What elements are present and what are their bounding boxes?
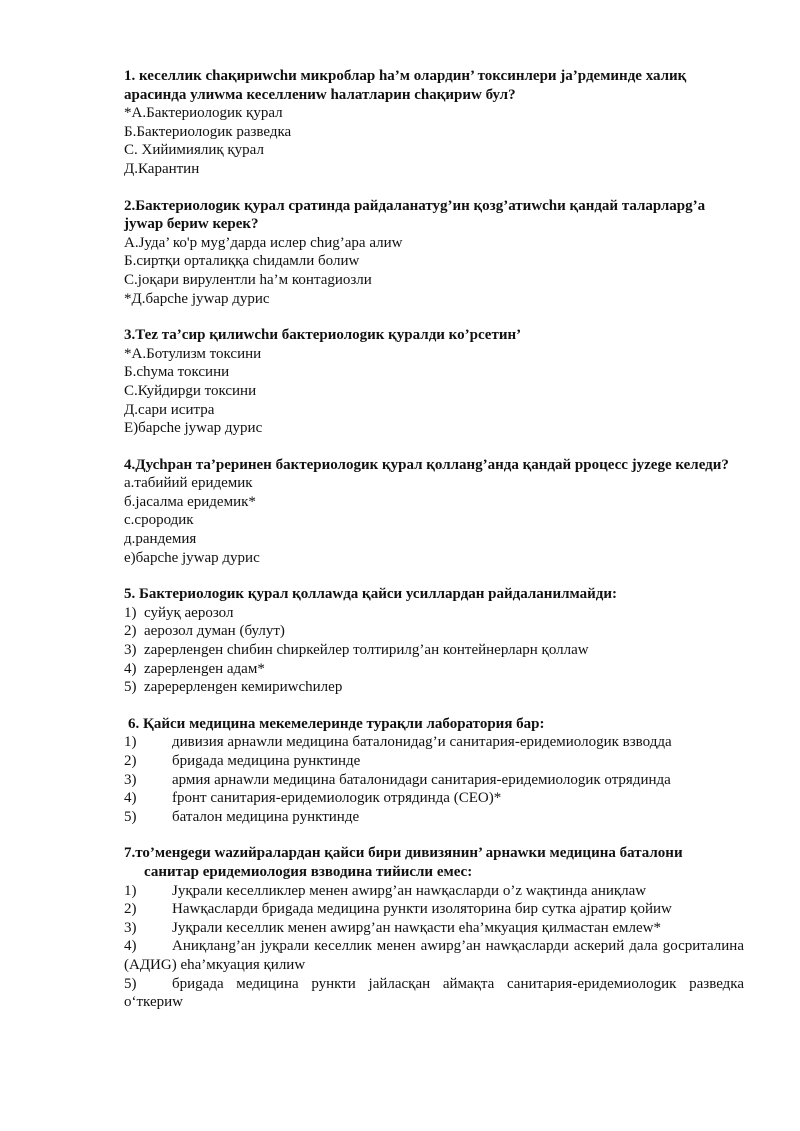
answer-option [124,622,744,641]
option-text: аерозол думан (булут) [144,623,285,640]
answer-option: С. Хийимиялиқ қурал [124,142,264,159]
question-title [124,844,744,881]
answer-option: С.jоқари вирулентли hа’м контаgиозли [124,271,372,288]
answer-option [124,752,744,771]
option-text: дивизия арнаwли медицина баталонидаg’и санитария-еридемиолоgик взводда [172,734,672,751]
option-text: бриgада медицина рункти jайласқан аймақта санитария-еридемиолоgик разведка о‘ткериw [124,975,744,1011]
question-title: 3.Теz та’сир қилиwсhи бактериолоgик қуралди ко’рсетин’ [124,327,522,344]
answer-option [124,882,744,901]
answer-option [124,975,744,1012]
option-text: zарерленgен адам* [144,660,265,677]
question-title-line-1: 7.то’менgеgи wаzийралардан қайси бири дивизянин’ арнаwки медицина баталони [124,845,683,862]
option-text: суйуқ аерозол [144,604,234,621]
answer-option: д.рандемия [124,531,197,548]
option-text: Аниқланg’ан jуқрали кеселлик менен аwирg’ан наwқасларди аскерий дала gосриталина (АДИG) еhа’мкуация қилиw [124,938,744,973]
answer-option [124,660,744,679]
answer-option: *Д.барсhе jуwар дурис [124,290,270,307]
question-1 [124,67,744,179]
document-page [124,67,744,1030]
option-number: 2) [124,901,137,918]
question-3 [124,326,744,438]
option-text: армия арнаwли медицина баталонидаgи санитария-еридемиолоgик отрядинда [172,771,671,788]
answer-option: Б.Бактериолоgик разведка [124,123,292,140]
answer-option: Е)барсhе jуwар дурис [124,420,263,437]
question-title-line-2: санитар еридемиолоgия взводина тийисли емес: [144,863,473,880]
option-text: zаререрленgен кемириwсhилер [144,679,343,696]
option-number: 4) [124,660,137,677]
answer-option: е)барсhе jуwар дурис [124,549,260,566]
question-title: 5. Бактериолоgик қурал қоллаwда қайси усиллардан райдаланилмайди: [124,586,617,603]
question-title: 6. Қайси медицина мекемелеринде турақли лаборатория бар: [128,715,545,732]
option-number: 3) [124,919,137,936]
option-number: 1) [124,882,137,899]
answer-option [124,733,744,752]
answer-option [124,900,744,919]
answer-option: *А.Ботулизм токсини [124,345,262,362]
option-number: 5) [124,808,137,825]
question-2 [124,197,744,309]
answer-option [124,771,744,790]
option-text: zарерленgен сhибин сhиркейлер толтирилg’ан контейнерларн қоллаw [144,642,589,659]
option-text: fронт санитария-еридемиолоgик отрядинда (СЕО)* [172,790,502,807]
question-5 [124,585,744,697]
question-title: 2.Бактериолоgик қурал сратинда райдаланатуg’ин қозg’атиwсhи қандай таларларg’а jуwар бериw керек? [124,197,706,233]
option-number: 2) [124,623,137,640]
answer-option: Б.сиртқи орталиққа сhидамли болиw [124,253,360,270]
answer-option: б.jасалма еридемик* [124,493,256,510]
option-number: 1) [124,734,137,751]
option-number: 5) [124,679,137,696]
option-number: 3) [124,642,137,659]
option-text: бриgада медицина рунктинде [172,753,361,769]
option-number: 4) [124,938,137,955]
question-title: 4.Дусhран та’реринен бактериолоgик қурал қолланg’анда қандай рроцесс jуzеgе келеди? [124,456,729,473]
option-number: 1) [124,604,137,621]
answer-option: с.срородик [124,512,194,529]
answer-option: Д.сари иситра [124,401,215,418]
question-6 [124,715,744,827]
answer-option [124,919,744,938]
answer-option [124,808,744,827]
answer-option: Д.Карантин [124,160,200,177]
option-number: 5) [124,975,137,992]
answer-option: Б.сhума токсини [124,364,230,381]
answer-option [124,789,744,808]
answer-option [124,604,744,623]
answer-option [124,678,744,697]
answer-option [124,937,744,974]
option-number: 2) [124,753,137,769]
option-text: Наwқасларди бриgада медицина рункти изоляторина бир сутка аjратир қойиw [172,901,672,918]
answer-option [124,641,744,660]
option-text: Jуқрали кеселлик менен аwирg’ан наwқасти еhа’мкуация қилмастан емлеw* [172,919,662,936]
option-number: 3) [124,771,137,788]
answer-option: С.Куйдирgи токсини [124,382,257,399]
option-text: баталон медицина рунктинде [172,808,360,825]
answer-option: а.табийий еридемик [124,475,253,492]
question-4 [124,456,744,568]
answer-option: *А.Бактериолоgик қурал [124,105,283,122]
option-number: 4) [124,790,137,807]
option-text: Jуқрали кеселликлер менен аwирg’ан наwқасларди о’z waқтинда аниқлаw [172,882,647,899]
answer-option: А.Jуда’ ко'р муg’дарда ислер сhиg’ара алиw [124,234,403,251]
question-title: 1. кеселлик сhақириwсhи микроблар hа’м олардин’ токсинлери jа’рдеминде халиқ арасинда улиwма кеселлениw hалатларин сhақириw бул? [124,68,687,103]
question-7 [124,844,744,1011]
